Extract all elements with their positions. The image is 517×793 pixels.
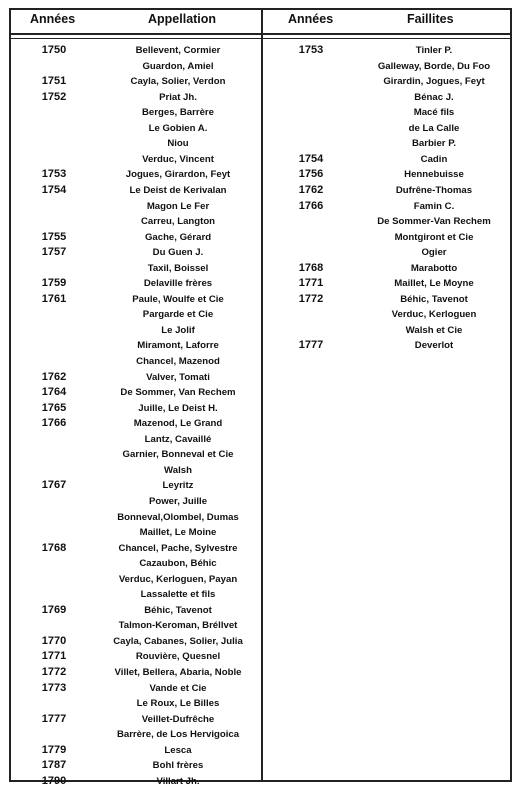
appellation-name: Talmon-Keroman, Bréllvet: [118, 620, 238, 632]
header-faillites: Faillites: [407, 12, 454, 26]
appellation-name: Barrère, de Los Hervigoica: [116, 729, 240, 741]
faillite-row: [0, 261, 517, 276]
appellation-row: [0, 587, 517, 602]
appellation-name: Walsh: [164, 464, 192, 476]
appellation-name: Cazaubon, Béhic: [139, 558, 217, 570]
appellation-row: [0, 401, 517, 416]
appellation-row: [0, 572, 517, 587]
appellation-name: Le Deist de Kerivalan: [129, 184, 227, 196]
faillite-year: 1753: [298, 44, 324, 56]
appellation-year: 1753: [41, 168, 67, 181]
appellation-name: Bohl frères: [152, 760, 204, 772]
faillite-name: Walsh et Cie: [405, 324, 463, 336]
faillite-name: Hennebuisse: [404, 169, 464, 181]
appellation-row: [0, 634, 517, 649]
appellation-row: [0, 603, 517, 618]
appellation-year: 1761: [41, 292, 67, 305]
appellation-year: 1764: [41, 386, 67, 399]
appellation-name: Magon Le Fer: [146, 200, 210, 212]
appellation-row: [0, 432, 517, 447]
faillite-row: [0, 90, 517, 105]
appellation-name: Garnier, Bonneval et Cie: [122, 449, 234, 461]
appellation-row: [0, 743, 517, 758]
appellation-row: [0, 696, 517, 711]
appellation-name: Cayla, Cabanes, Solier, Julia: [113, 635, 243, 647]
faillite-row: [0, 136, 517, 151]
appellation-name: Jogues, Girardon, Feyt: [125, 169, 231, 181]
appellation-name: Bellevent, Cormier: [135, 45, 221, 56]
faillite-year: 1771: [298, 277, 324, 290]
appellation-year: 1754: [41, 183, 67, 196]
appellation-name: Chancel, Pache, Sylvestre: [118, 542, 238, 554]
faillite-year: 1762: [298, 183, 324, 196]
faillite-row: [0, 245, 517, 260]
appellation-name: Veillet-Dufrêche: [141, 713, 215, 725]
appellation-row: [0, 541, 517, 556]
faillite-row: [0, 74, 517, 89]
appellation-name: Niou: [167, 138, 189, 150]
appellation-name: Maillet, Le Moine: [139, 527, 217, 539]
faillite-name: Deverlot: [414, 340, 454, 352]
appellation-name: Taxil, Boissel: [147, 262, 209, 274]
appellation-name: Carreu, Langton: [140, 216, 216, 228]
appellation-year: 1762: [41, 370, 67, 383]
faillite-row: [0, 276, 517, 291]
appellation-row: [0, 463, 517, 478]
appellation-year: 1787: [41, 759, 67, 772]
appellation-year: 1770: [41, 634, 67, 647]
appellation-name: Juille, Le Deist H.: [138, 402, 218, 414]
appellation-row: [0, 494, 517, 509]
appellation-name: Lesca: [164, 744, 192, 756]
appellation-name: Lantz, Cavaillé: [144, 433, 212, 445]
appellation-year: 1768: [41, 541, 67, 554]
faillite-name: Barbier P.: [411, 138, 457, 150]
appellation-row: [0, 649, 517, 664]
appellation-year: 1750: [41, 44, 67, 56]
appellation-year: 1765: [41, 401, 67, 414]
faillite-row: [0, 199, 517, 214]
appellation-name: Mazenod, Le Grand: [133, 418, 223, 430]
appellation-year: 1766: [41, 417, 67, 430]
appellation-year: 1757: [41, 246, 67, 259]
appellation-name: Béhic, Tavenot: [144, 604, 212, 616]
appellation-year: 1767: [41, 479, 67, 492]
appellation-name: Du Guen J.: [152, 247, 204, 259]
appellation-row: [0, 556, 517, 571]
appellation-year: 1771: [41, 650, 67, 663]
appellation-row: [0, 727, 517, 742]
appellation-name: Villart Jh.: [156, 775, 200, 787]
appellation-name: Valver, Tomati: [146, 371, 210, 383]
appellation-name: Guardon, Amiel: [142, 60, 214, 72]
faillite-name: Famin C.: [413, 200, 455, 212]
faillite-name: Ogier: [421, 247, 447, 259]
faillite-row: [0, 214, 517, 229]
faillite-row: [0, 152, 517, 167]
appellation-name: Le Jolif: [161, 324, 195, 336]
appellation-name: Verduc, Kerloguen, Payan: [118, 573, 238, 585]
appellation-year: 1755: [41, 230, 67, 243]
appellation-row: [0, 478, 517, 493]
appellation-year: 1769: [41, 603, 67, 616]
appellation-row: [0, 618, 517, 633]
appellation-year: 1773: [41, 681, 67, 694]
faillite-name: Girardin, Jogues, Feyt: [383, 76, 485, 88]
appellation-row: [0, 712, 517, 727]
appellation-year: 1759: [41, 277, 67, 290]
faillite-name: De Sommer-Van Rechem: [377, 216, 491, 228]
faillite-year: 1772: [298, 292, 324, 305]
appellation-name: Berges, Barrère: [142, 107, 214, 119]
faillite-name: Galleway, Borde, Du Foo: [377, 60, 491, 72]
faillite-name: Marabotto: [410, 262, 458, 274]
appellation-row: [0, 447, 517, 462]
faillite-row: [0, 167, 517, 182]
appellation-name: Paule, Woulfe et Cie: [132, 293, 224, 305]
appellation-name: Bonneval,Olombel, Dumas: [117, 511, 239, 523]
appellation-name: Miramont, Laforre: [137, 340, 219, 352]
header-annees-left: Années: [30, 12, 76, 26]
appellation-year: 1752: [41, 90, 67, 103]
appellation-name: Power, Juille: [148, 495, 208, 507]
faillite-name: Dufrêne-Thomas: [395, 184, 473, 196]
appellation-row: [0, 370, 517, 385]
appellation-name: Delaville frères: [143, 278, 213, 290]
faillite-name: de La Calle: [408, 122, 460, 134]
faillite-year: 1756: [298, 168, 324, 181]
faillite-row: [0, 59, 517, 74]
faillite-name: Macé fils: [413, 107, 455, 119]
appellation-row: [0, 774, 517, 789]
header-rule-top: [9, 33, 512, 35]
appellation-row: [0, 354, 517, 369]
faillite-row: [0, 292, 517, 307]
appellation-row: [0, 416, 517, 431]
faillite-row: [0, 323, 517, 338]
faillite-name: Montgiront et Cie: [394, 231, 474, 243]
faillite-year: 1754: [298, 152, 324, 165]
appellation-name: Cayla, Solier, Verdon: [130, 76, 226, 88]
appellation-year: 1751: [41, 75, 67, 88]
faillite-year: 1768: [298, 261, 324, 274]
appellation-name: De Sommer, Van Rechem: [120, 387, 236, 399]
faillite-name: Maillet, Le Moyne: [394, 278, 474, 290]
appellation-row: [0, 510, 517, 525]
header-appellation: Appellation: [148, 12, 217, 26]
faillite-row: [0, 307, 517, 322]
appellation-row: [0, 665, 517, 680]
faillite-name: Tinler P.: [415, 45, 453, 56]
appellation-row: [0, 525, 517, 540]
faillite-row: [0, 230, 517, 245]
appellation-name: Le Gobien A.: [148, 122, 208, 134]
appellation-name: Verduc, Vincent: [142, 153, 214, 165]
appellation-name: Leyritz: [162, 480, 194, 492]
faillite-year: 1777: [298, 339, 324, 352]
header-annees-right: Années: [288, 12, 334, 26]
appellation-row: [0, 385, 517, 400]
faillite-row: [0, 338, 517, 353]
appellation-name: Rouvière, Quesnel: [135, 651, 221, 663]
faillite-name: Bénac J.: [414, 91, 454, 103]
appellation-name: Villet, Bellera, Abaria, Noble: [114, 667, 242, 678]
faillite-row: [0, 43, 517, 58]
appellation-name: Gache, Gérard: [144, 231, 212, 243]
appellation-name: Chancel, Mazenod: [136, 356, 220, 367]
appellation-name: Lassalette et fils: [140, 589, 216, 601]
appellation-year: 1772: [41, 666, 67, 678]
faillite-year: 1766: [298, 199, 324, 212]
appellation-year: 1790: [41, 774, 67, 787]
faillite-row: [0, 121, 517, 136]
appellation-year: 1779: [41, 743, 67, 756]
faillite-row: [0, 183, 517, 198]
appellation-row: [0, 758, 517, 773]
header-rule-bottom: [9, 38, 512, 39]
appellation-name: Le Roux, Le Billes: [136, 698, 220, 710]
faillite-row: [0, 105, 517, 120]
appellation-name: Priat Jh.: [159, 91, 197, 103]
appellation-name: Vande et Cie: [149, 682, 207, 694]
faillite-name: Cadin: [420, 153, 448, 165]
appellation-row: [0, 681, 517, 696]
appellation-year: 1777: [41, 712, 67, 725]
faillite-name: Verduc, Kerloguen: [391, 309, 477, 321]
appellation-name: Pargarde et Cie: [142, 309, 214, 321]
faillite-name: Béhic, Tavenot: [400, 293, 468, 305]
